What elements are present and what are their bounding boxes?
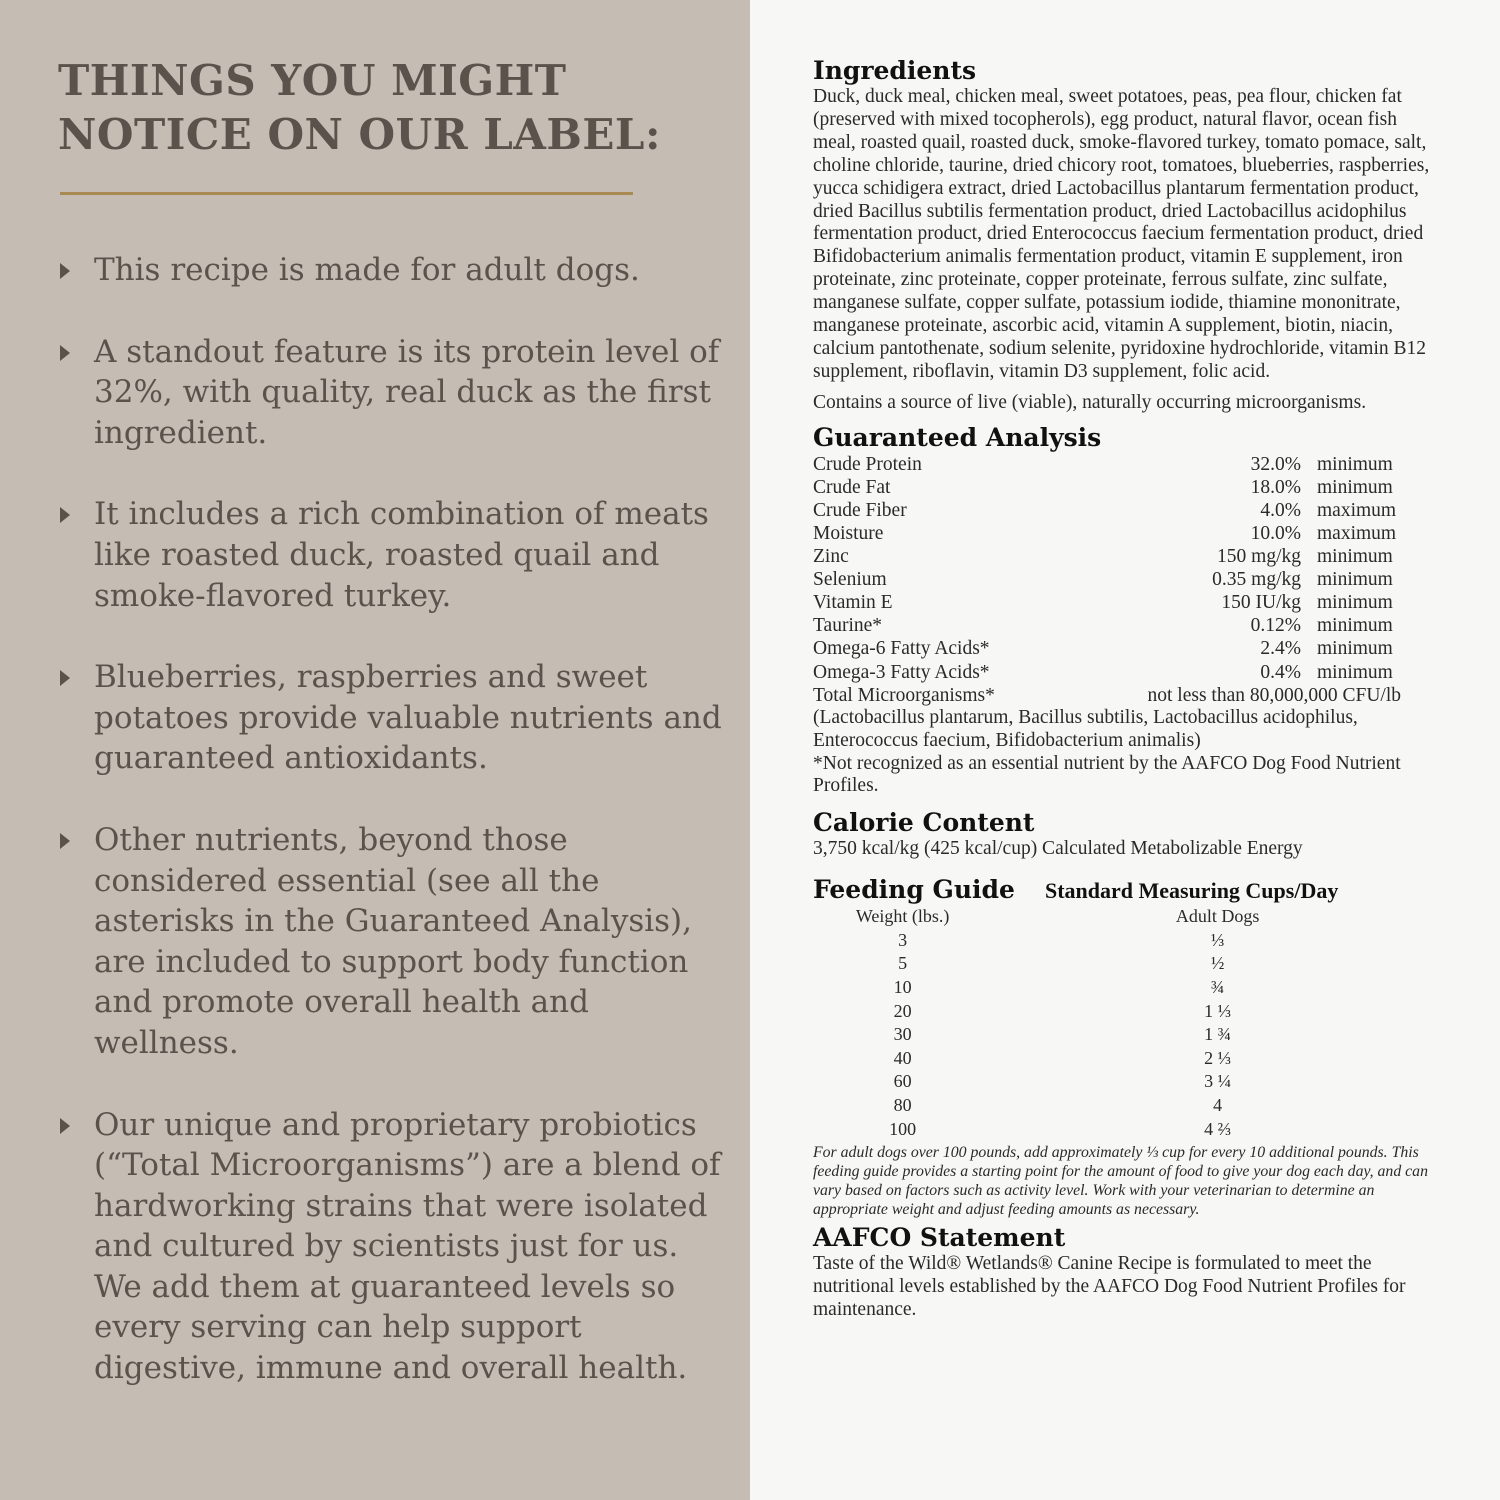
feeding-weight: 100: [889, 1118, 917, 1139]
ingredients-text: Duck, duck meal, chicken meal, sweet potatoes, peas, pea flour, chicken fat (preserved with mixed tocopherols), egg product, natural flavor, ocean fish meal, roasted quail, roasted duck, smoke-flavored turkey, tomato pomace, salt, choline chloride, taurine, dried chicory root, tomatoes, blueberries, raspberries, yucca schidigera extract, dried Lactobacillus plantarum fermentation product, dried Bacillus subtilis fermentation product, dried Lactobacillus acidophilus fermentation product, dried Enterococcus faecium fermentation product, dried Bifidobacterium animalis fermentation product, vitamin E supplement, iron proteinate, zinc proteinate, copper proteinate, ferrous sulfate, zinc sulfate, manganese sulfate, copper sulfate, potassium iodide, thiamine mononitrate, manganese proteinate, ascorbic acid, vitamin A supplement, biotin, niacin, calcium pantothenate, sodium selenite, pyridoxine hydrochloride, vitamin B12 supplement, riboflavin, vitamin D3 supplement, folic acid.: [813, 86, 1430, 382]
triangle-bullet-icon: [60, 833, 70, 849]
nutrient-name: Omega-6 Fatty Acids*: [813, 638, 990, 660]
nutrient-value: 4.0%: [1260, 499, 1301, 521]
nutrient-value: 2.4%: [1260, 638, 1301, 660]
feeding-cups: ⅓: [1210, 929, 1225, 950]
feeding-cups: 1 ¾: [1204, 1024, 1232, 1045]
nutrient-value: 32.0%: [1250, 453, 1301, 475]
nutrient-name: Taurine*: [813, 615, 883, 637]
analysis-row: [813, 476, 1443, 499]
bullet-item: [60, 1105, 725, 1389]
feeding-row: [813, 929, 1443, 953]
bullet-text: Other nutrients, beyond those considered essential (see all the asterisks in the Guaranteed Analysis), are included to support body function and promote overall health and wellness.: [94, 821, 693, 1061]
nutrient-value: 0.4%: [1260, 661, 1301, 683]
feeding-row: [813, 1047, 1443, 1071]
bullet-item: [60, 250, 725, 291]
nutrient-qualifier: minimum: [1317, 638, 1393, 660]
nutrient-qualifier: maximum: [1317, 522, 1397, 544]
feeding-guide-note: For adult dogs over 100 pounds, add approximately ⅓ cup for every 10 additional pounds. This feeding guide provides a starting point for the amount of food to give your dog each day, and can vary based on factors such as activity level. Work with your veterinarian to determine an appropriate weight and adjust feeding amounts as necessary.: [813, 1144, 1428, 1219]
nutrient-qualifier: minimum: [1317, 592, 1393, 614]
feeding-cups: 4 ⅔: [1204, 1118, 1232, 1139]
heading-line-1: THINGS YOU MIGHT: [58, 56, 567, 105]
calorie-text: 3,750 kcal/kg (425 kcal/cup) Calculated Metabolizable Energy: [813, 838, 1303, 860]
feeding-weight: 30: [893, 1024, 912, 1045]
feeding-cups: 4: [1213, 1095, 1223, 1115]
nutrient-qualifier: minimum: [1317, 476, 1393, 498]
nutrient-name: Crude Protein: [813, 453, 922, 475]
nutrient-value: not less than 80,000,000 CFU/lb: [1147, 684, 1401, 706]
nutrition-label: [813, 56, 1443, 1322]
feeding-cups: ¾: [1210, 977, 1225, 998]
feeding-weight: 10: [893, 977, 912, 998]
nutrient-name: Crude Fat: [813, 476, 891, 498]
analysis-row: [813, 661, 1443, 684]
bullet-text: This recipe is made for adult dogs.: [94, 252, 640, 288]
feeding-table-header: [813, 905, 1443, 929]
aafco-text: Taste of the Wild® Wetlands® Canine Recipe is formulated to meet the nutritional levels established by the AAFCO Dog Food Nutrient Profiles for maintenance.: [813, 1253, 1406, 1320]
nutrient-name: Moisture: [813, 522, 884, 544]
feeding-cups: 3 ¼: [1204, 1071, 1232, 1092]
triangle-bullet-icon: [60, 507, 70, 523]
label-heading: [58, 54, 718, 162]
nutrient-qualifier: minimum: [1317, 569, 1393, 591]
calorie-title: Calorie Content: [813, 808, 1035, 838]
feeding-guide-header: [813, 875, 1443, 905]
bullet-item: [60, 657, 725, 779]
feeding-row: [813, 1070, 1443, 1094]
aafco-title: AAFCO Statement: [813, 1223, 1066, 1253]
bullet-text: Blueberries, raspberries and sweet potatoes provide valuable nutrients and guaranteed antioxidants.: [94, 659, 722, 777]
weight-column-header: Weight (lbs.): [855, 906, 950, 927]
nutrient-name: Total Microorganisms*: [813, 684, 995, 706]
nutrient-qualifier: minimum: [1317, 661, 1393, 683]
feeding-guide-title: Feeding Guide: [813, 875, 1015, 905]
analysis-row: [813, 637, 1443, 660]
feeding-cups: 2 ⅓: [1204, 1047, 1232, 1068]
bullet-text: A standout feature is its protein level of 32%, with quality, real duck as the first ingredient.: [94, 333, 720, 451]
analysis-row: [813, 499, 1443, 522]
feeding-weight: 3: [898, 929, 908, 950]
nutrient-qualifier: minimum: [1317, 453, 1393, 475]
analysis-row: [813, 614, 1443, 637]
triangle-bullet-icon: [60, 263, 70, 279]
triangle-bullet-icon: [60, 670, 70, 686]
feeding-weight: 80: [893, 1095, 912, 1115]
analysis-footnote: *Not recognized as an essential nutrient by the AAFCO Dog Food Nutrient Profiles.: [813, 752, 1401, 797]
microorganism-strains: (Lactobacillus plantarum, Bacillus subtilis, Lactobacillus acidophilus, Enterococcus faecium, Bifidobacterium animalis): [813, 706, 1358, 751]
feeding-table: [813, 905, 1443, 1141]
bullet-text: Our unique and proprietary probiotics (“Total Microorganisms”) are a blend of hardworking strains that were isolated and cultured by scientists just for us. We add them at guaranteed levels so every serving can help support digestive, immune and overall health.: [94, 1106, 721, 1387]
cups-column-header: Adult Dogs: [1175, 906, 1260, 927]
analysis-row: [813, 453, 1443, 476]
notice-bullet-list: [60, 250, 725, 1430]
analysis-row: [813, 591, 1443, 614]
feeding-row: [813, 976, 1443, 1000]
nutrient-value: 150 mg/kg: [1217, 546, 1301, 568]
bullet-text: It includes a rich combination of meats like roasted duck, roasted quail and smoke-flavored turkey.: [94, 496, 709, 614]
nutrient-name: Omega-3 Fatty Acids*: [813, 661, 990, 683]
feeding-row: [813, 1023, 1443, 1047]
nutrient-value: 18.0%: [1250, 476, 1301, 498]
feeding-weight: 40: [893, 1047, 912, 1068]
feeding-row: [813, 1094, 1443, 1118]
nutrient-name: Zinc: [813, 546, 849, 568]
heading-line-2: NOTICE ON OUR LABEL:: [58, 110, 661, 159]
feeding-row: [813, 1118, 1443, 1142]
nutrient-qualifier: minimum: [1317, 546, 1393, 568]
triangle-bullet-icon: [60, 1118, 70, 1134]
bullet-item: [60, 332, 725, 454]
triangle-bullet-icon: [60, 345, 70, 361]
bullet-item: [60, 820, 725, 1064]
nutrient-qualifier: maximum: [1317, 499, 1397, 521]
bullet-item: [60, 494, 725, 616]
analysis-row: [813, 522, 1443, 545]
nutrient-value: 10.0%: [1250, 522, 1301, 544]
nutrient-value: 0.12%: [1250, 615, 1301, 637]
feeding-cups: ½: [1210, 953, 1225, 974]
analysis-row: [813, 545, 1443, 568]
analysis-row-microorganisms: [813, 684, 1443, 707]
nutrient-name: Vitamin E: [813, 592, 893, 614]
analysis-row: [813, 568, 1443, 591]
feeding-weight: 60: [893, 1071, 912, 1092]
nutrient-value: 0.35 mg/kg: [1212, 569, 1301, 591]
nutrient-value: 150 IU/kg: [1221, 592, 1301, 614]
nutrient-name: Selenium: [813, 569, 887, 591]
microorganisms-note: Contains a source of live (viable), naturally occurring microorganisms.: [813, 391, 1367, 413]
ingredients-title: Ingredients: [813, 56, 977, 85]
feeding-row: [813, 952, 1443, 976]
heading-divider: [60, 192, 633, 195]
analysis-table: [813, 453, 1443, 707]
analysis-title: Guaranteed Analysis: [813, 422, 1102, 452]
feeding-guide-subtitle: Standard Measuring Cups/Day: [1044, 878, 1339, 904]
feeding-row: [813, 1000, 1443, 1024]
feeding-weight: 20: [893, 1000, 912, 1021]
feeding-weight: 5: [898, 953, 908, 974]
nutrient-name: Crude Fiber: [813, 499, 907, 521]
feeding-cups: 1 ⅓: [1204, 1000, 1232, 1021]
nutrient-qualifier: minimum: [1317, 615, 1393, 637]
